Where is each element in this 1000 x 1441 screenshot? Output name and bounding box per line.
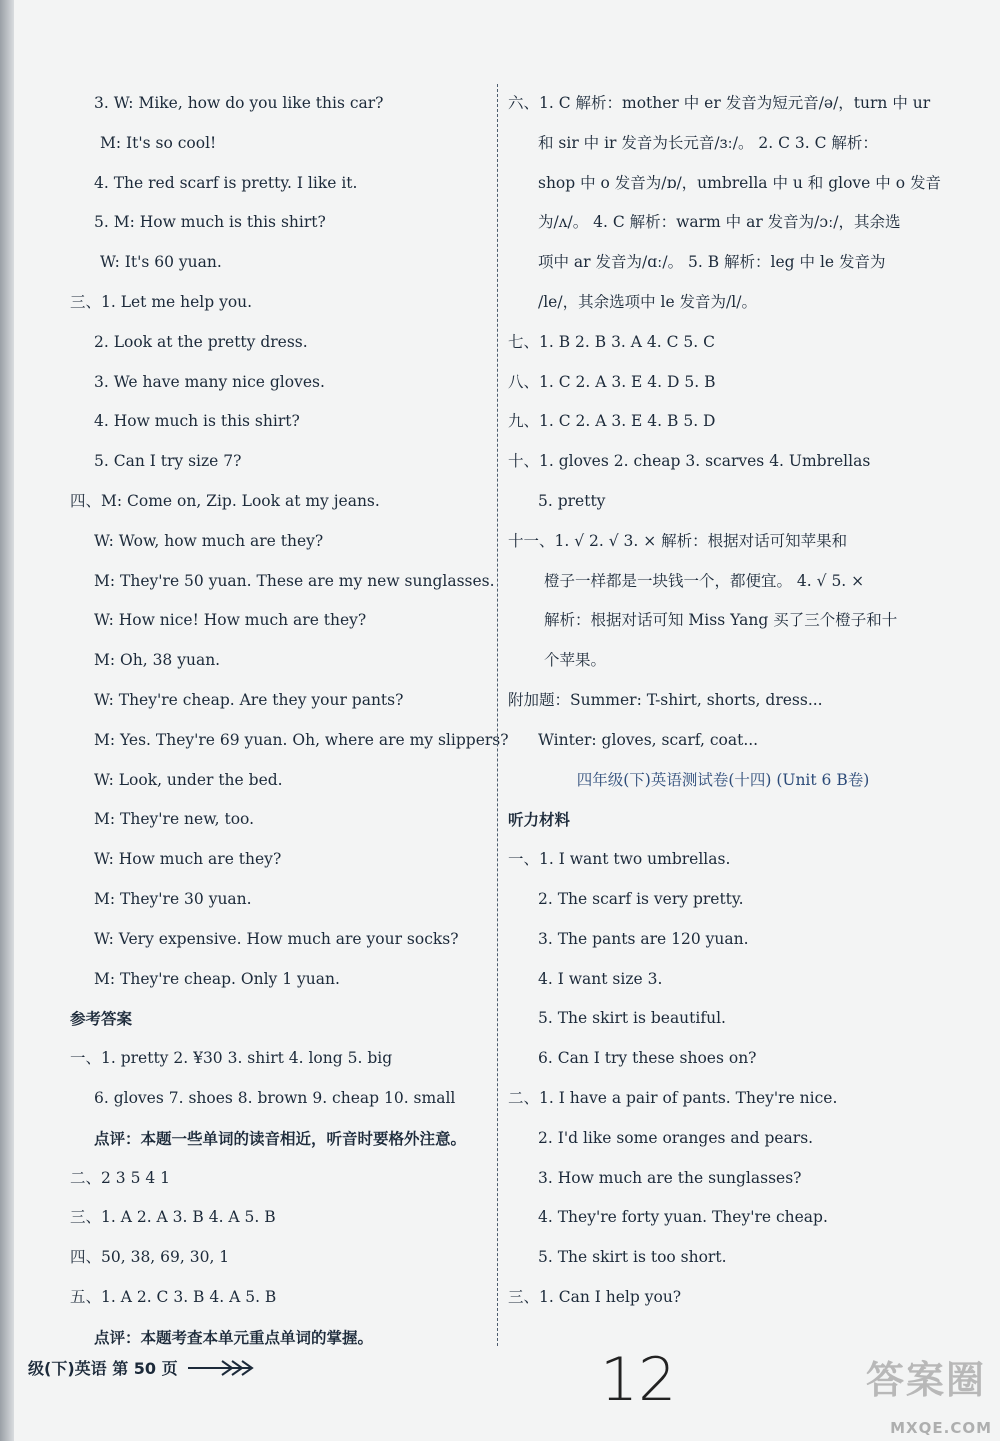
right-line: 3. The pants are 120 yuan.	[538, 929, 749, 948]
left-line: W: They're cheap. Are they your pants?	[94, 690, 404, 709]
right-line: 2. I'd like some oranges and pears.	[538, 1128, 814, 1147]
left-line: M: Oh, 38 yuan.	[94, 651, 221, 670]
right-column	[508, 84, 941, 1318]
right-line: Winter: gloves, scarf, coat...	[538, 730, 759, 749]
left-line: 5. M: How much is this shirt?	[94, 213, 326, 232]
right-line: 二、1. I have a pair of pants. They're nice.	[508, 1088, 838, 1107]
left-line: 四、M: Come on, Zip. Look at my jeans.	[70, 491, 380, 510]
right-line: 解析：根据对话可知 Miss Yang 买了三个橙子和十	[544, 611, 898, 630]
left-line: 6. gloves 7. shoes 8. brown 9. cheap 10. small	[94, 1088, 456, 1107]
left-line: W: Very expensive. How much are your socks?	[94, 929, 459, 948]
right-line: 七、1. B 2. B 3. A 4. C 5. C	[508, 332, 715, 351]
left-line: M: It's so cool!	[100, 133, 217, 152]
right-line: 九、1. C 2. A 3. E 4. B 5. D	[508, 412, 716, 431]
right-line: 5. pretty	[538, 491, 606, 510]
left-line: 点评：本题一些单词的读音相近，听音时要格外注意。	[94, 1128, 467, 1148]
left-line: M: They're cheap. Only 1 yuan.	[94, 969, 340, 988]
right-line: 2. The scarf is very pretty.	[538, 889, 744, 908]
left-line: M: Yes. They're 69 yuan. Oh, where are my slippers?	[94, 730, 509, 749]
footer-label: 级(下)英语 第 50 页	[28, 1359, 178, 1378]
right-line: 5. The skirt is too short.	[538, 1248, 727, 1267]
right-line: 6. Can I try these shoes on?	[538, 1049, 757, 1068]
left-column	[70, 84, 509, 1358]
right-line: /le/，其余选项中 le 发音为/l/。	[538, 292, 757, 311]
right-line: 4. I want size 3.	[538, 969, 663, 988]
left-line: 5. Can I try size 7?	[94, 452, 242, 471]
right-line: 一、1. I want two umbrellas.	[508, 850, 731, 869]
left-line: 二、2 3 5 4 1	[70, 1168, 171, 1187]
left-line: M: They're 30 yuan.	[94, 889, 252, 908]
left-line: 三、1. Let me help you.	[70, 292, 253, 311]
right-line: 5. The skirt is beautiful.	[538, 1009, 726, 1028]
left-line: 点评：本题考查本单元重点单词的掌握。	[94, 1327, 374, 1347]
left-line: 三、1. A 2. A 3. B 4. A 5. B	[70, 1208, 276, 1227]
left-line: M: They're 50 yuan. These are my new sunglasses.	[94, 571, 495, 590]
page-footer	[28, 1356, 258, 1379]
left-line: 4. How much is this shirt?	[94, 412, 300, 431]
right-line: 四年级(下)英语测试卷(十四) (Unit 6 B卷)	[576, 770, 870, 789]
right-line: 附加题：Summer: T-shirt, shorts, dress...	[508, 690, 823, 709]
left-line: 参考答案	[70, 1009, 133, 1029]
right-line: 十一、1. √ 2. √ 3. × 解析：根据对话可知苹果和	[508, 531, 848, 550]
right-line: 3. How much are the sunglasses?	[538, 1168, 802, 1187]
right-line: 十、1. gloves 2. cheap 3. scarves 4. Umbrellas	[508, 452, 871, 471]
page-edge-shadow	[0, 0, 14, 1441]
handwritten-page-number: 12	[600, 1345, 677, 1415]
right-line: 八、1. C 2. A 3. E 4. D 5. B	[508, 372, 716, 391]
right-line: 三、1. Can I help you?	[508, 1287, 682, 1306]
left-line: 2. Look at the pretty dress.	[94, 332, 308, 351]
left-line: 五、1. A 2. C 3. B 4. A 5. B	[70, 1287, 277, 1306]
left-line: 四、50, 38, 69, 30, 1	[70, 1248, 230, 1267]
right-line: 4. They're forty yuan. They're cheap.	[538, 1208, 828, 1227]
left-line: 4. The red scarf is pretty. I like it.	[94, 173, 358, 192]
right-line: 个苹果。	[544, 651, 607, 670]
left-line: W: Wow, how much are they?	[94, 531, 324, 550]
left-line: 3. W: Mike, how do you like this car?	[94, 94, 384, 112]
column-divider	[497, 84, 498, 1346]
left-line: 3. We have many nice gloves.	[94, 372, 325, 391]
right-line: shop 中 o 发音为/ɒ/，umbrella 中 u 和 glove 中 o 发音	[538, 173, 941, 192]
watermark-chinese: 答案圈	[866, 1358, 987, 1402]
right-line: 橙子一样都是一块钱一个，都便宜。 4. √ 5. ×	[544, 571, 865, 590]
watermark-url: MXQE.COM	[890, 1419, 992, 1437]
right-line: 项中 ar 发音为/ɑː/。 5. B 解析：leg 中 le 发音为	[538, 253, 886, 272]
arrow-icon	[188, 1357, 258, 1379]
left-line: M: They're new, too.	[94, 810, 255, 829]
watermark-logo	[850, 1345, 1000, 1441]
right-line: 为/ʌ/。 4. C 解析：warm 中 ar 发音为/ɔː/，其余选	[538, 213, 901, 232]
right-line: 六、1. C 解析：mother 中 er 发音为短元音/ə/，turn 中 ur	[508, 94, 931, 112]
left-line: W: How nice! How much are they?	[94, 611, 367, 630]
left-line: W: How much are they?	[94, 850, 282, 869]
right-line: 和 sir 中 ir 发音为长元音/ɜː/。 2. C 3. C 解析：	[538, 133, 878, 152]
left-line: W: It's 60 yuan.	[100, 253, 222, 272]
left-line: 一、1. pretty 2. ¥30 3. shirt 4. long 5. big	[70, 1049, 393, 1068]
left-line: W: Look, under the bed.	[94, 770, 283, 789]
right-line: 听力材料	[508, 810, 571, 830]
